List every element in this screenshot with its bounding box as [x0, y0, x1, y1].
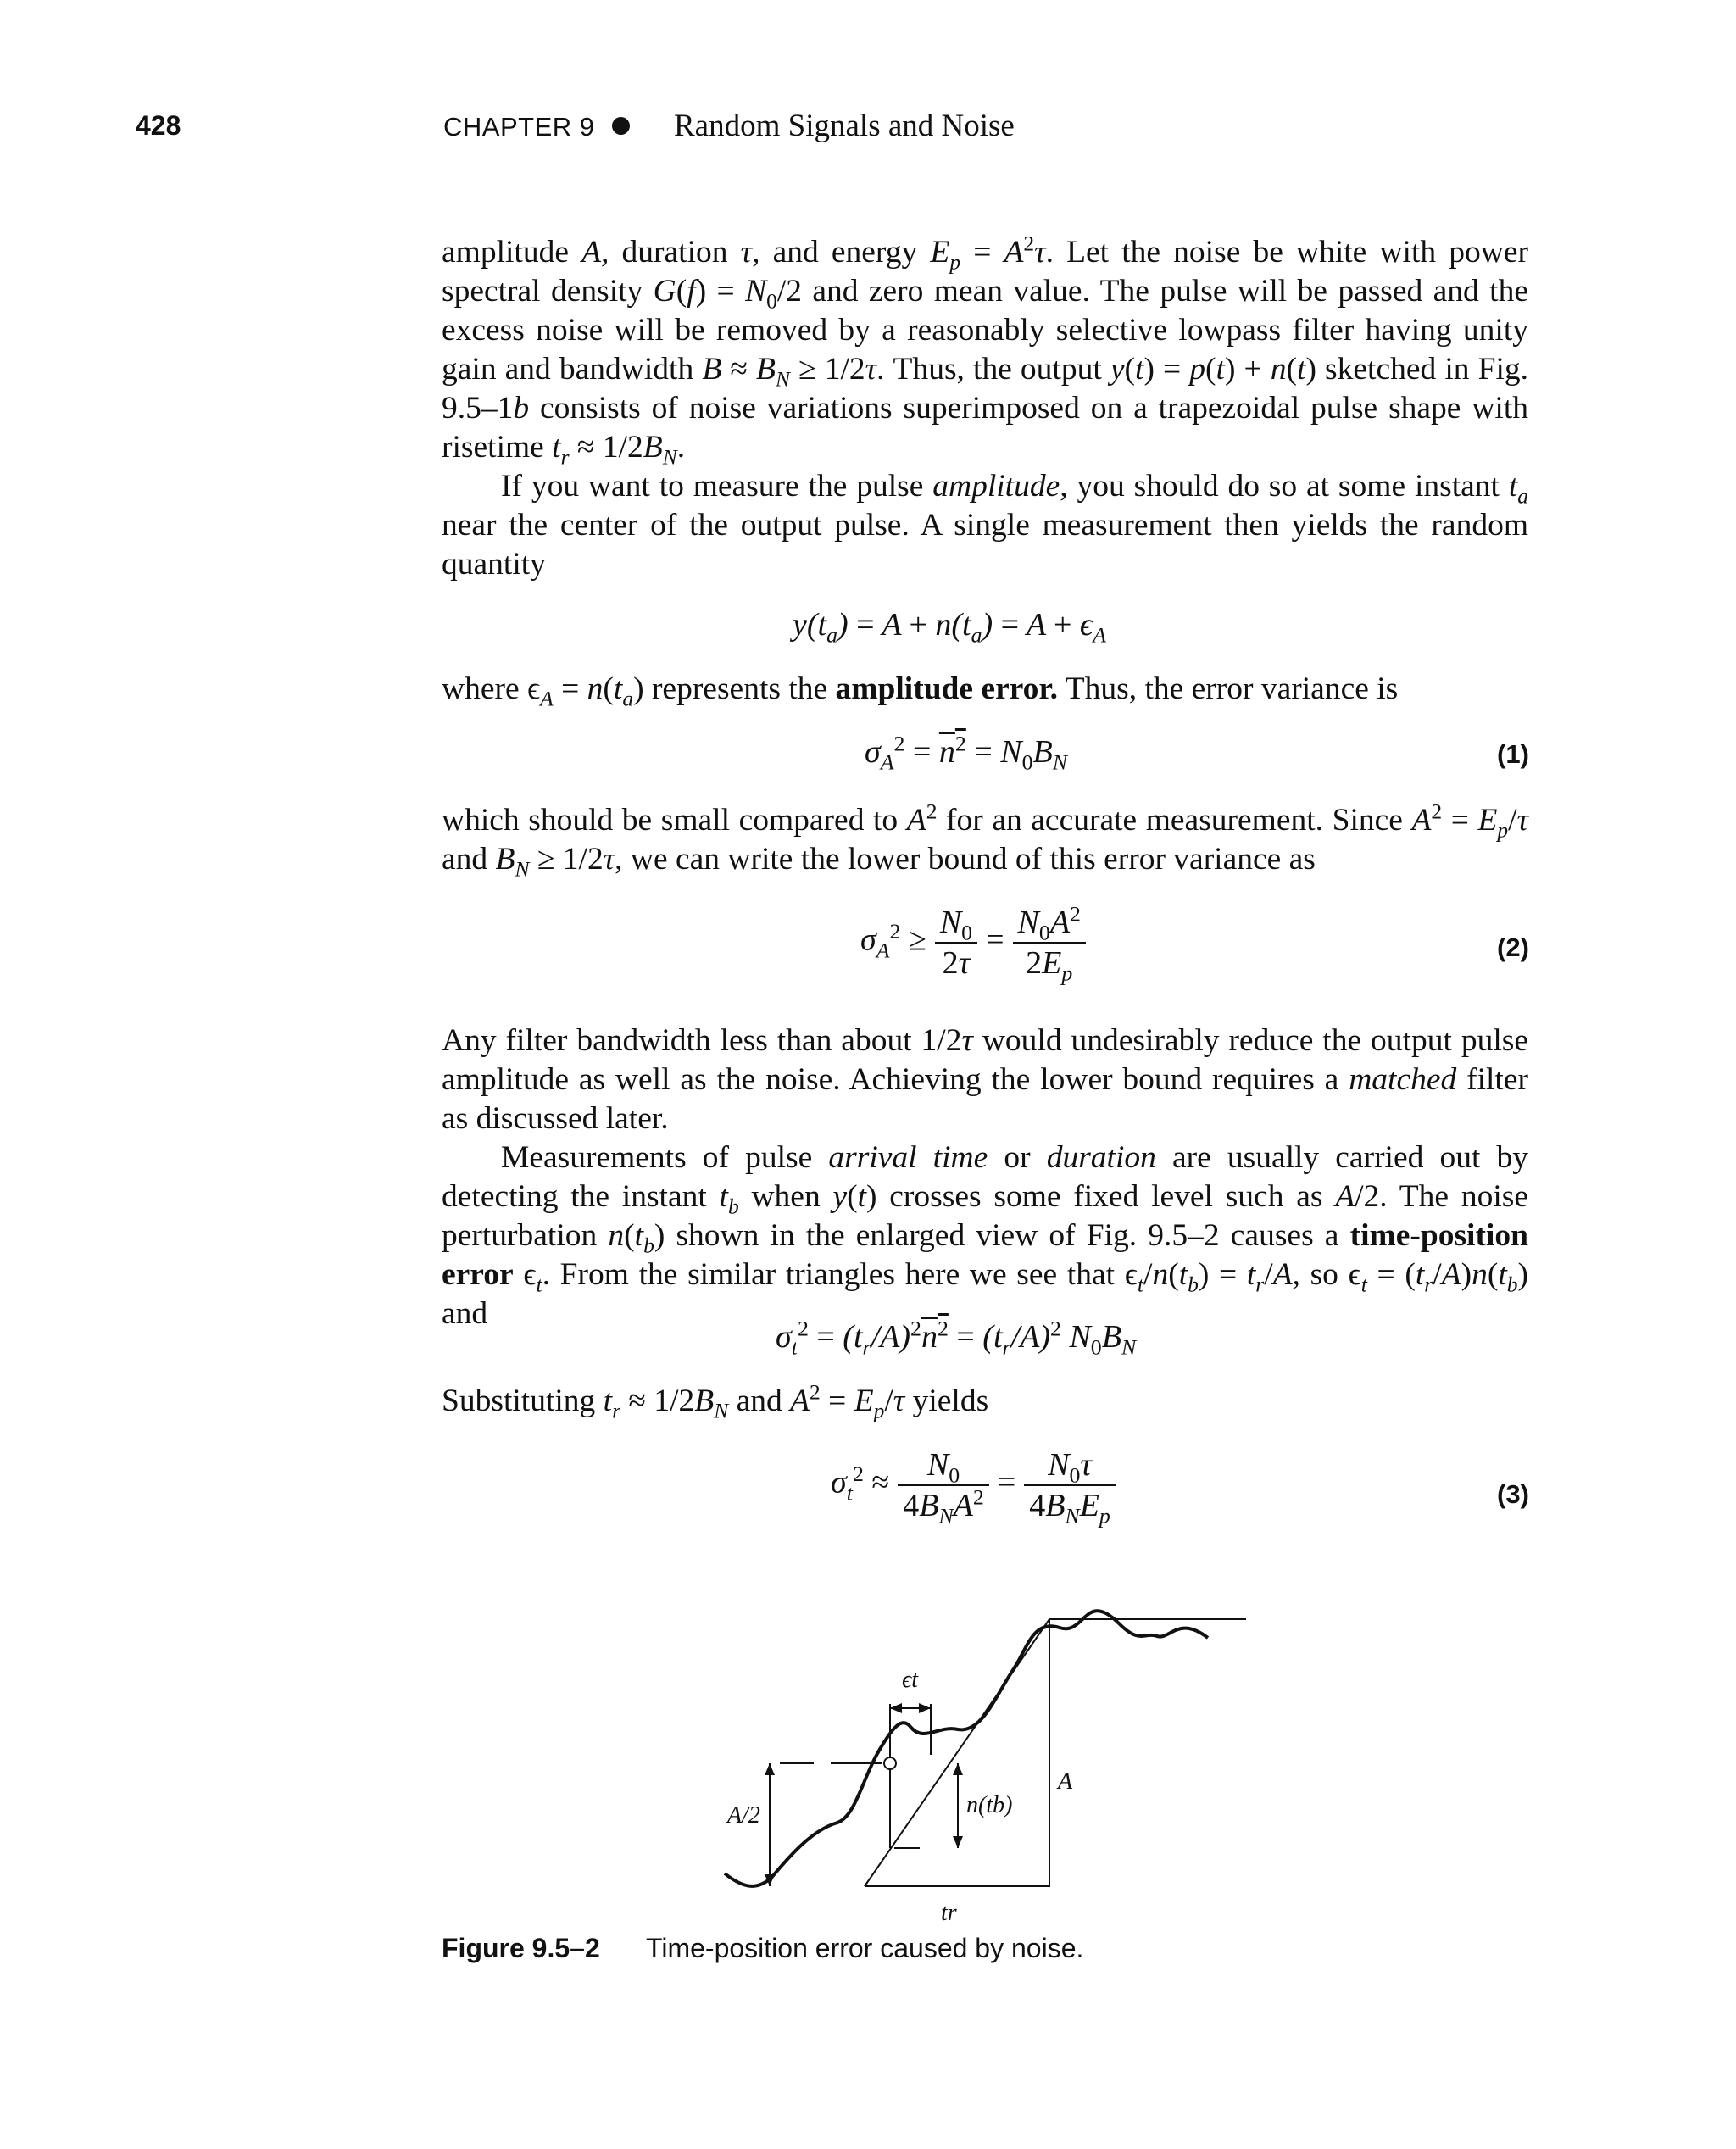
paragraph-5: Any filter bandwidth less than about 1/2τ would undesirably reduce the output pulse amplitude as well as the noise. Achieving the lower bound requires a matched filter as discussed later.	[442, 1023, 1528, 1136]
equation-1: $\sigma_A^2 = n^2 = N_0B_N$	[865, 731, 1067, 775]
ideal-pulse-ramp	[865, 1619, 1246, 1886]
chapter-title: Random Signals and Noise	[674, 109, 1015, 143]
label-n-tb: n(tb)	[966, 1792, 1013, 1818]
equation-2: $\sigma_A^2$ ≥ $\frac{N_0}{2\tau}$ = $\frac{N_0A^2}{2E_p}$	[860, 903, 1094, 983]
equation-3: $\sigma_t^2$ ≈ $\frac{N_0}{4B_NA^2}$ = $\frac{N_0\tau}{4B_NE_p}$	[831, 1445, 1124, 1525]
n-tb-arrowhead-top	[953, 1763, 963, 1775]
figure-caption: Time-position error caused by noise.	[646, 1933, 1084, 1963]
equation-1-number: (1)	[1497, 739, 1529, 769]
label-amplitude: A	[1058, 1768, 1073, 1795]
chapter-label: CHAPTER 9	[443, 112, 595, 142]
crossing-point-marker	[884, 1757, 896, 1769]
paragraph-4: which should be small compared to $A^2$ for an accurate measurement. Since $A^2 = E_p/\tau$ and $B_N \ge 1/2\tau$, we can write the lower bound of this error variance as	[442, 799, 1528, 882]
paragraph-3: where $\epsilon_A = n(t_a)$ represents the amplitude error. Thus, the error variance is	[442, 671, 1399, 711]
epsilon-arrowhead-left	[890, 1703, 902, 1713]
a-half-arrowhead-top	[765, 1763, 775, 1775]
figure-label: Figure 9.5–2	[442, 1933, 600, 1963]
bullet-icon	[612, 117, 630, 135]
paragraph-7: Substituting $t_r \approx 1/2B_N$ and $A^2 = E_p/\tau$ yields	[442, 1379, 989, 1423]
label-a-half: A/2	[727, 1802, 760, 1829]
label-epsilon-t: ϵt	[902, 1667, 919, 1693]
epsilon-arrowhead-right	[919, 1703, 931, 1713]
n-tb-arrowhead-bottom	[953, 1836, 963, 1848]
equation-2-number: (2)	[1497, 933, 1529, 962]
paragraph-1: amplitude A, duration τ, and energy $E_p = A^2\tau$. Let the noise be white with power spectral density $G(f) = N_0/2$ and zero mean value. The pulse will be passed and the excess noise will be removed by a reasonably selective lowpass filter having unity gain and bandwidth $B \approx B_N \ge 1/2\tau$. Thus, the output y(t) = p(t) + n(t) sketched in Fig. 9.5–1b consists of noise variations superimposed on a trapezoidal pulse shape with risetime $t_r \approx 1/2B_N$.	[442, 231, 1528, 470]
paragraph-2: If you want to measure the pulse amplitude, you should do so at some instant $t_a$ near the center of the output pulse. A single measurement then yields the random quantity	[442, 469, 1528, 582]
noisy-pulse-curve	[725, 1611, 1208, 1886]
equation-amplitude-measurement: $y(t_a) = A + n(t_a) = A + \epsilon_A$	[793, 607, 1106, 648]
paragraph-6: Measurements of pulse arrival time or duration are usually carried out by detecting the instant $t_b$ when y(t) crosses some fixed level such as A/2. The noise perturbation $n(t_b)$ shown in the enlarged view of Fig. 9.5–2 causes a time-position error $\epsilon_t$. From the similar triangles here we see that $\epsilon_t/n(t_b) = t_r/A$, so $\epsilon_t = (t_r/A)n(t_b)$ and	[442, 1140, 1528, 1331]
equation-3-number: (3)	[1497, 1479, 1529, 1509]
label-t-r: tr	[941, 1900, 957, 1926]
time-position-diagram	[712, 1594, 1255, 1933]
intro-paragraphs	[442, 233, 1528, 584]
paragraphs-5-6	[442, 1022, 1528, 1333]
equation-time-variance: $\sigma_t^2 = (t_r/A)^2n^2 = (t_r/A)^2$ $N_0B_N$	[776, 1316, 1137, 1360]
page-number: 428	[136, 110, 181, 141]
